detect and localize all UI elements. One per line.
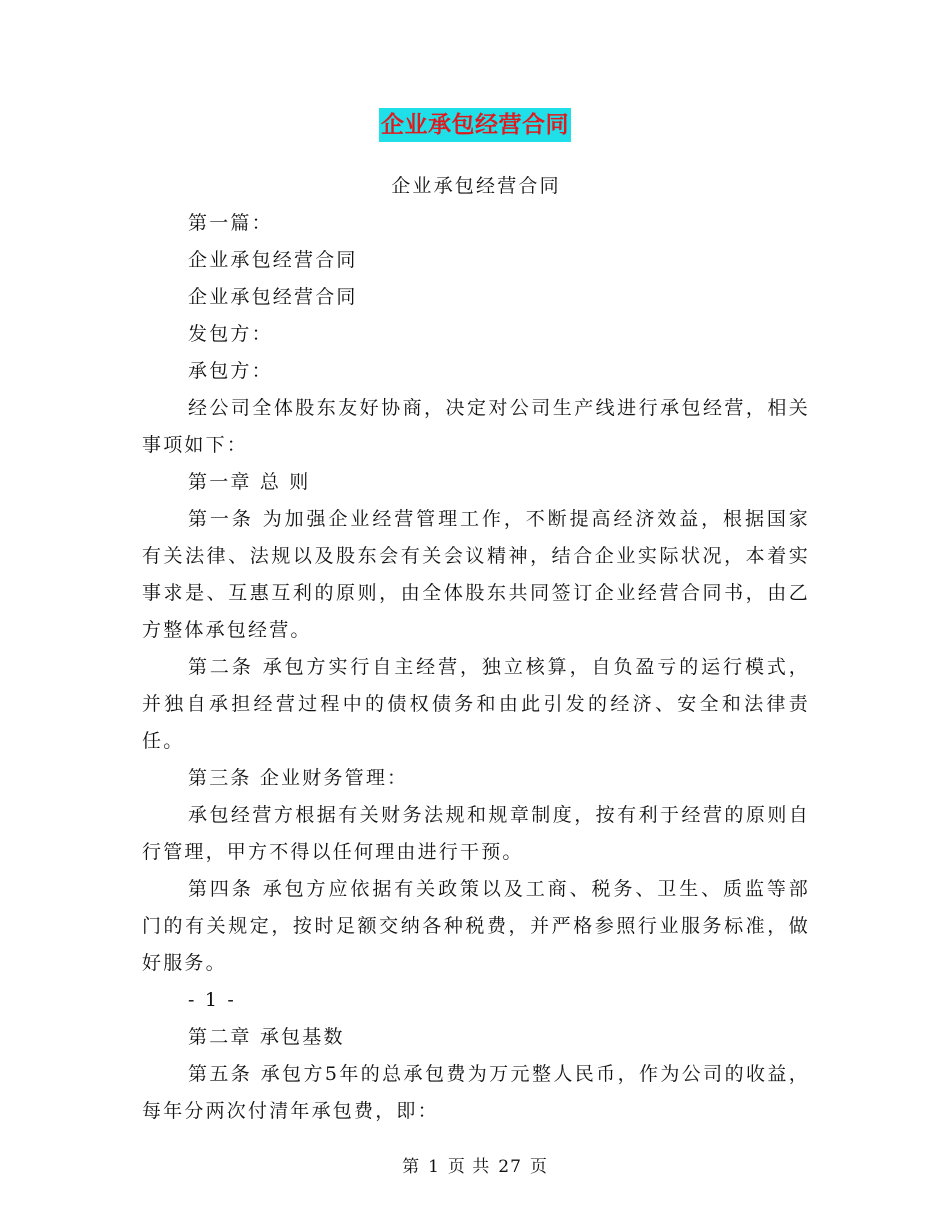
paragraph: 第一条 为加强企业经营管理工作，不断提高经济效益，根据国家有关法律、法规以及股东会有关会议精神，结合企业实际状况，本着实事求是、互惠互利的原则，由全体股东共同签订企业经营合同书，由乙方整体承包经营。 (142, 508, 810, 641)
footer-suffix: 页 (529, 1157, 548, 1177)
page-footer (0, 1152, 950, 1177)
paragraph: 第五条 承包方5年的总承包费为万元整人民币，作为公司的收益，每年分两次付清年承包费，即： (142, 1063, 810, 1122)
paragraph: 发包方： (188, 323, 273, 345)
chapter-heading: 第二章 承包基数 (188, 1026, 345, 1048)
chapter-heading: 第一章 总 则 (188, 471, 311, 493)
subtitle: 企业承包经营合同 (391, 175, 561, 197)
title-container (0, 108, 950, 142)
paragraph: 企业承包经营合同 (188, 249, 358, 271)
paragraph: 承包经营方根据有关财务法规和规章制度，按有利于经营的原则自行管理，甲方不得以任何理由进行干预。 (142, 804, 810, 863)
footer-total-pages: 27 (498, 1157, 522, 1177)
footer-mid: 页 共 (447, 1157, 491, 1177)
paragraph: 企业承包经营合同 (188, 286, 358, 308)
paragraph: 承包方： (188, 360, 273, 382)
paragraph: 第四条 承包方应依据有关政策以及工商、税务、卫生、质监等部门的有关规定，按时足额交纳各种税费，并严格参照行业服务标准，做好服务。 (142, 878, 810, 974)
document-title: 企业承包经营合同 (379, 108, 571, 142)
paragraph: 第一篇： (188, 212, 273, 234)
footer-prefix: 第 (402, 1157, 421, 1177)
document-body (142, 168, 810, 1130)
paragraph: 第二条 承包方实行自主经营，独立核算，自负盈亏的运行模式，并独自承担经营过程中的债权债务和由此引发的经济、安全和法律责任。 (142, 656, 810, 752)
paragraph: 经公司全体股东友好协商，决定对公司生产线进行承包经营，相关事项如下： (142, 397, 810, 456)
inline-page-marker: - 1 - (188, 989, 237, 1011)
paragraph: 第三条 企业财务管理： (188, 767, 409, 789)
footer-page-number: 1 (428, 1157, 440, 1177)
